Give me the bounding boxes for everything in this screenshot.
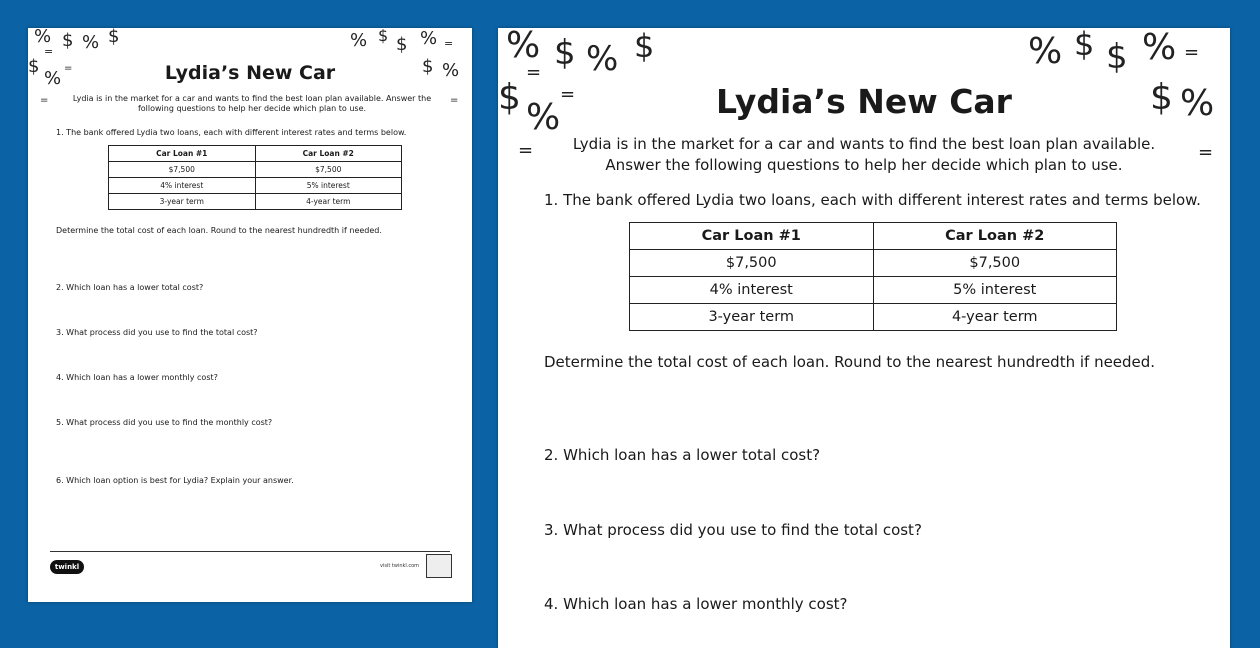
loan-cell: 4% interest [109,178,256,194]
dollar-symbol: $ [1074,28,1095,63]
loan-cell: 5% interest [873,277,1117,304]
dollar-symbol: $ [62,30,74,51]
question-1: 1. The bank offered Lydia two loans, each with different interest rates and terms below. [56,128,407,137]
equals-symbol: = [64,63,73,74]
equals-symbol: = [450,95,459,106]
worksheet-intro: Lydia is in the market for a car and wants to find the best loan plan available. Answer the following questions to help her decide which plan to use. [572,135,1156,174]
dollar-symbol: $ [378,28,389,45]
percent-symbol: % [34,28,52,47]
equals-symbol: = [44,45,54,58]
instruction-text: Determine the total cost of each loan. Round to the nearest hundredth if needed. [544,353,1156,371]
worksheet-intro: Lydia is in the market for a car and wants to find the best loan plan available. Answer the following questions to help her decide which plan to use. [72,94,432,113]
dollar-symbol: $ [1106,37,1128,77]
percent-symbol: % [44,68,62,89]
dollar-symbol: $ [498,77,521,118]
dollar-symbol: $ [28,56,40,77]
loan-header-1: Car Loan #1 [109,146,256,162]
worksheet-title: Lydia’s New Car [716,82,1012,121]
dollar-symbol: $ [396,34,408,55]
loan-header-2: Car Loan #2 [873,223,1117,250]
equals-symbol: = [526,62,542,83]
worksheet-page-zoomed [498,28,1230,648]
percent-symbol: % [586,39,619,79]
equals-symbol: = [444,37,454,50]
worksheet-page-thumbnail [28,28,472,602]
badge-icon [426,554,452,578]
percent-symbol: % [1028,31,1063,72]
percent-symbol: % [442,60,460,81]
equals-symbol: = [40,95,49,106]
question-4: 4. Which loan has a lower monthly cost? [56,373,218,382]
loan-cell: 4% interest [630,277,874,304]
dollar-symbol: $ [1150,77,1173,118]
percent-symbol: % [506,28,541,66]
percent-symbol: % [1142,28,1177,68]
question-1: 1. The bank offered Lydia two loans, each with different interest rates and terms below. [544,191,1201,209]
loan-table [108,145,402,210]
twinkl-logo: twinkl [50,560,84,574]
dollar-symbol: $ [108,28,120,47]
question-2: 2. Which loan has a lower total cost? [56,283,204,292]
dollar-symbol: $ [634,28,655,65]
equals-symbol: = [1184,42,1200,63]
loan-cell: $7,500 [255,162,402,178]
loan-cell: $7,500 [630,250,874,277]
equals-symbol: = [518,140,534,161]
loan-cell: 4-year term [873,304,1117,331]
loan-header-2: Car Loan #2 [255,146,402,162]
loan-cell: $7,500 [109,162,256,178]
question-4: 4. Which loan has a lower monthly cost? [544,595,848,613]
equals-symbol: = [560,84,576,105]
question-3: 3. What process did you use to find the total cost? [544,521,922,539]
instruction-text: Determine the total cost of each loan. Round to the nearest hundredth if needed. [56,226,382,235]
loan-table [629,222,1117,331]
loan-cell: $7,500 [873,250,1117,277]
question-6: 6. Which loan option is best for Lydia? Explain your answer. [56,476,294,485]
loan-cell: 5% interest [255,178,402,194]
percent-symbol: % [420,28,438,49]
percent-symbol: % [526,97,561,138]
loan-header-1: Car Loan #1 [630,223,874,250]
question-3: 3. What process did you use to find the total cost? [56,328,258,337]
dollar-symbol: $ [554,33,576,73]
footer-divider [50,551,450,552]
dollar-symbol: $ [422,56,434,77]
question-2: 2. Which loan has a lower total cost? [544,446,821,464]
percent-symbol: % [1180,83,1215,124]
percent-symbol: % [350,30,368,51]
loan-cell: 3-year term [630,304,874,331]
equals-symbol: = [1198,142,1214,163]
loan-cell: 3-year term [109,194,256,210]
percent-symbol: % [82,32,100,53]
question-5: 5. What process did you use to find the monthly cost? [56,418,273,427]
footer-url: visit twinkl.com [380,563,420,569]
loan-cell: 4-year term [255,194,402,210]
worksheet-title: Lydia’s New Car [164,62,336,84]
